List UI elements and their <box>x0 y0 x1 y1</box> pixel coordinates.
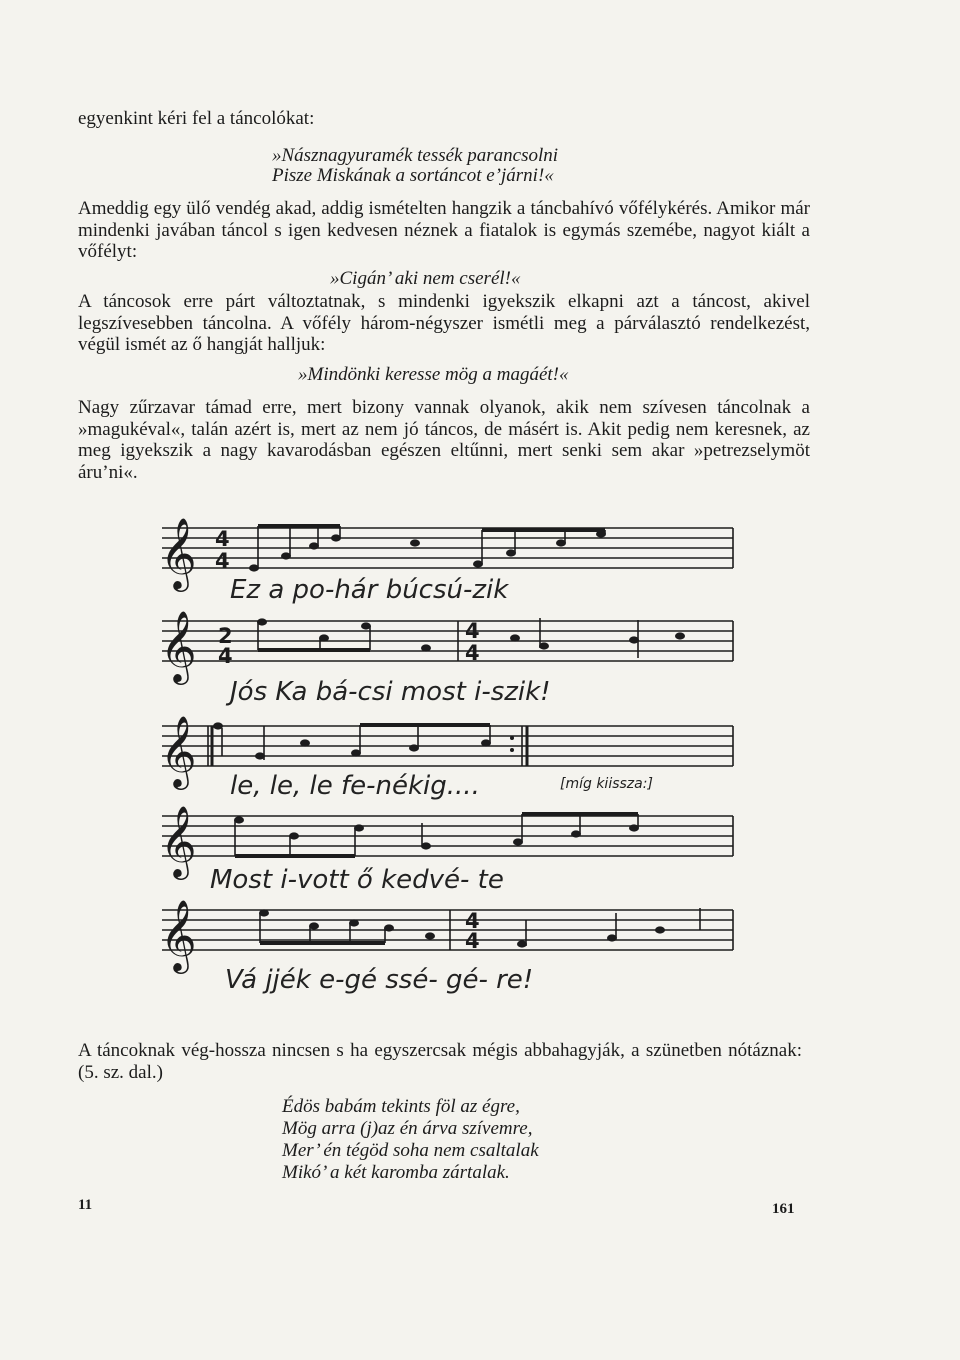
svg-text:4: 4 <box>465 909 480 933</box>
svg-text:𝄞: 𝄞 <box>160 898 197 971</box>
paragraph-2: A táncosok erre párt változtatnak, s mindenki igyekszik elkapni azt a táncost, akivel legszívesebben táncolna. A vőfély három-négyszer ismétli meg a párválasztó rendelkezést, végül ismét az ő hangját halljuk: <box>78 291 810 356</box>
verse-1 <box>272 146 558 186</box>
lyric-line-5: Vá jjék e-gé ssé- gé- re! <box>225 965 534 995</box>
staff-1 <box>162 528 733 568</box>
paragraph-3: Nagy zűrzavar támad erre, mert bizony vannak olyanok, akik nem szívesen táncolnak a »magukéval«, talán azért is, mert az nem jó táncos, de másért is. Akit pedig nem keresnek, az meg igyekszik a nagy kavarodásban egészen eltűnni, mert senki sem akar »petrezselymöt áru’ni«. <box>78 397 810 484</box>
staff-2 <box>162 621 733 661</box>
staff-4 <box>162 816 733 856</box>
staff-5 <box>162 910 733 950</box>
paragraph-1: Ameddig egy ülő vendég akad, addig ismételten hangzik a táncbahívó vőfélykérés. Amikor már mindenki javában táncol s igen kedvesen néznek a fiatalok is egymás szemébe, nagyot kiált a vőfélyt: <box>78 198 810 263</box>
shout-2: »Mindönki keresse mög a magáét!« <box>298 364 569 385</box>
verse-2-line: Édös babám tekints föl az égre, <box>282 1096 520 1117</box>
signature-mark: 11 <box>78 1197 93 1213</box>
verse-2-line: Mög arra (j)az én árva szívemre, <box>282 1118 533 1139</box>
svg-text:4: 4 <box>465 619 480 643</box>
lyric-line-1: Ez a po-hár búcsú-zik <box>230 575 509 605</box>
verse-2-line: Mer’ én tégöd soha nem csaltalak <box>282 1140 539 1161</box>
page-number: 161 <box>772 1201 795 1217</box>
svg-text:4: 4 <box>215 549 230 573</box>
treble-clef-icon: 𝄞 <box>160 516 197 589</box>
intro-line: egyenkint kéri fel a táncolókat: <box>78 108 315 129</box>
music-score <box>160 498 735 1003</box>
staff-3 <box>162 726 733 766</box>
lyric-line-4: Most i-vott ő kedvé- te <box>210 865 504 895</box>
svg-text:2: 2 <box>218 624 233 648</box>
verse-1-line: »Násznagyuramék tessék parancsolni <box>272 145 559 166</box>
svg-text:𝄞: 𝄞 <box>160 804 197 877</box>
svg-text:𝄞: 𝄞 <box>160 714 197 787</box>
annotation: [míg kiissza:] <box>560 776 653 792</box>
lyric-line-2: Jós Ka bá-csi most i-szik! <box>230 677 551 707</box>
lyric-line-3: le, le, le fe-nékig.... <box>230 771 480 801</box>
svg-text:4: 4 <box>215 527 230 551</box>
svg-text:𝄞: 𝄞 <box>160 609 197 682</box>
verse-2-line: Mikó’ a két karomba zártalak. <box>282 1162 510 1183</box>
svg-text:4: 4 <box>465 929 480 953</box>
shout-1: »Cigán’ aki nem cserél!« <box>330 268 521 289</box>
svg-text:4: 4 <box>465 641 480 665</box>
paragraph-4: A táncoknak vég-hossza nincsen s ha egyszercsak mégis abbahagyják, a szünetben nótáznak: (5. sz. dal.) <box>78 1040 802 1083</box>
verse-2 <box>282 1096 539 1184</box>
svg-text:4: 4 <box>218 644 233 668</box>
verse-1-line: Pisze Miskának a sortáncot e’járni!« <box>272 165 554 186</box>
